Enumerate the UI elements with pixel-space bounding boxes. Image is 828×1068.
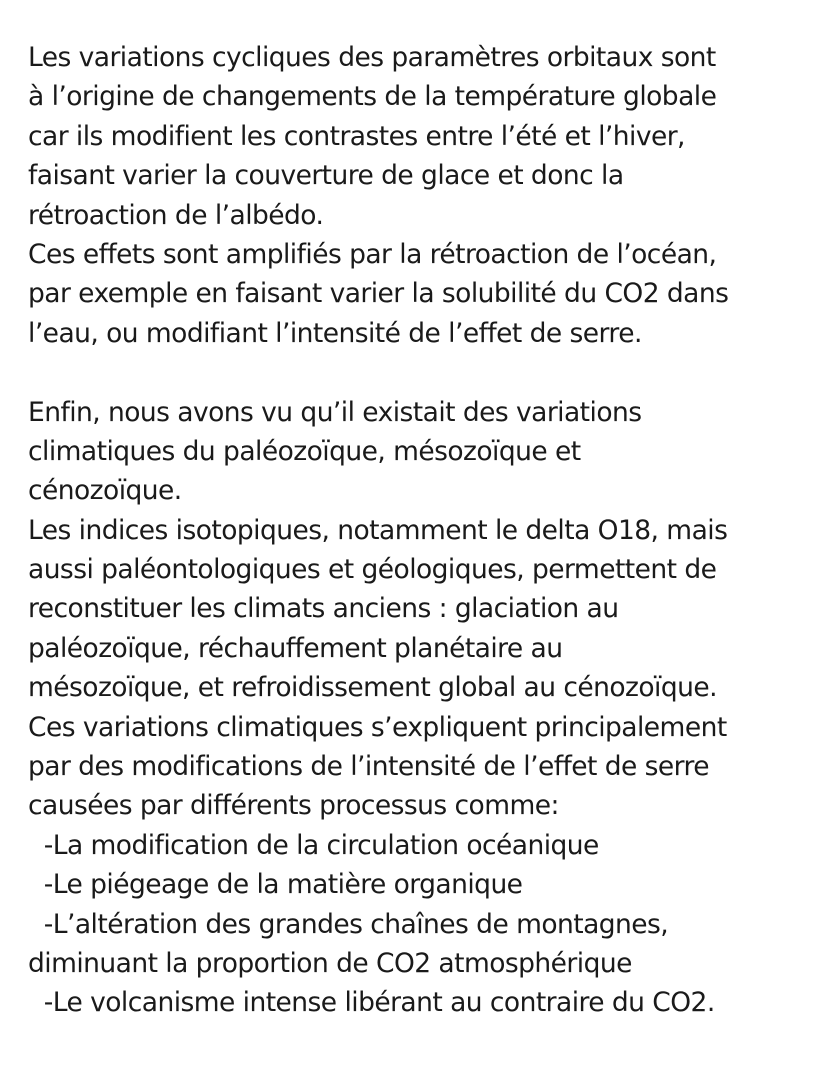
paragraph-orbital-parameters <box>28 38 818 353</box>
text-line: Ces effets sont amplifiés par la rétroaction de l’océan, <box>28 238 717 270</box>
note-body <box>28 38 818 1023</box>
text-line: car ils modifient les contrastes entre l’été et l’hiver, <box>28 120 685 152</box>
list-item: -L’altération des grandes chaînes de montagnes, <box>28 908 669 940</box>
text-line: mésozoïque, et refroidissement global au cénozoïque. <box>28 672 717 704</box>
text-line: Les indices isotopiques, notamment le delta O18, mais <box>28 514 728 546</box>
list-item: -Le piégeage de la matière organique <box>28 869 523 901</box>
text-line: par exemple en faisant varier la solubilité du CO2 dans <box>28 278 729 310</box>
text-line: faisant varier la couverture de glace et donc la <box>28 160 624 192</box>
paragraph-spacer <box>28 353 818 392</box>
text-line: aussi paléontologiques et géologiques, permettent de <box>28 554 717 586</box>
text-line: climatiques du paléozoïque, mésozoïque et <box>28 435 581 467</box>
text-line: rétroaction de l’albédo. <box>28 199 324 231</box>
text-line: cénozoïque. <box>28 475 182 507</box>
text-line: Les variations cycliques des paramètres orbitaux sont <box>28 42 716 73</box>
text-line: par des modifications de l’intensité de l’effet de serre <box>28 751 710 783</box>
text-line: reconstituer les climats anciens : glaciation au <box>28 593 619 625</box>
text-line: causées par différents processus comme: <box>28 790 559 822</box>
text-line: Enfin, nous avons vu qu’il existait des variations <box>28 396 642 428</box>
text-line: paléozoïque, réchauffement planétaire au <box>28 632 563 664</box>
text-line: diminuant la proportion de CO2 atmosphérique <box>28 947 632 979</box>
list-item: -Le volcanisme intense libérant au contraire du CO2. <box>28 987 715 1019</box>
paragraph-paleoclimates <box>28 393 818 1023</box>
text-line: Ces variations climatiques s’expliquent principalement <box>28 711 727 743</box>
text-line: à l’origine de changements de la température globale <box>28 81 717 113</box>
text-line: l’eau, ou modifiant l’intensité de l’effet de serre. <box>28 317 642 349</box>
list-item: -La modification de la circulation océanique <box>28 829 599 861</box>
